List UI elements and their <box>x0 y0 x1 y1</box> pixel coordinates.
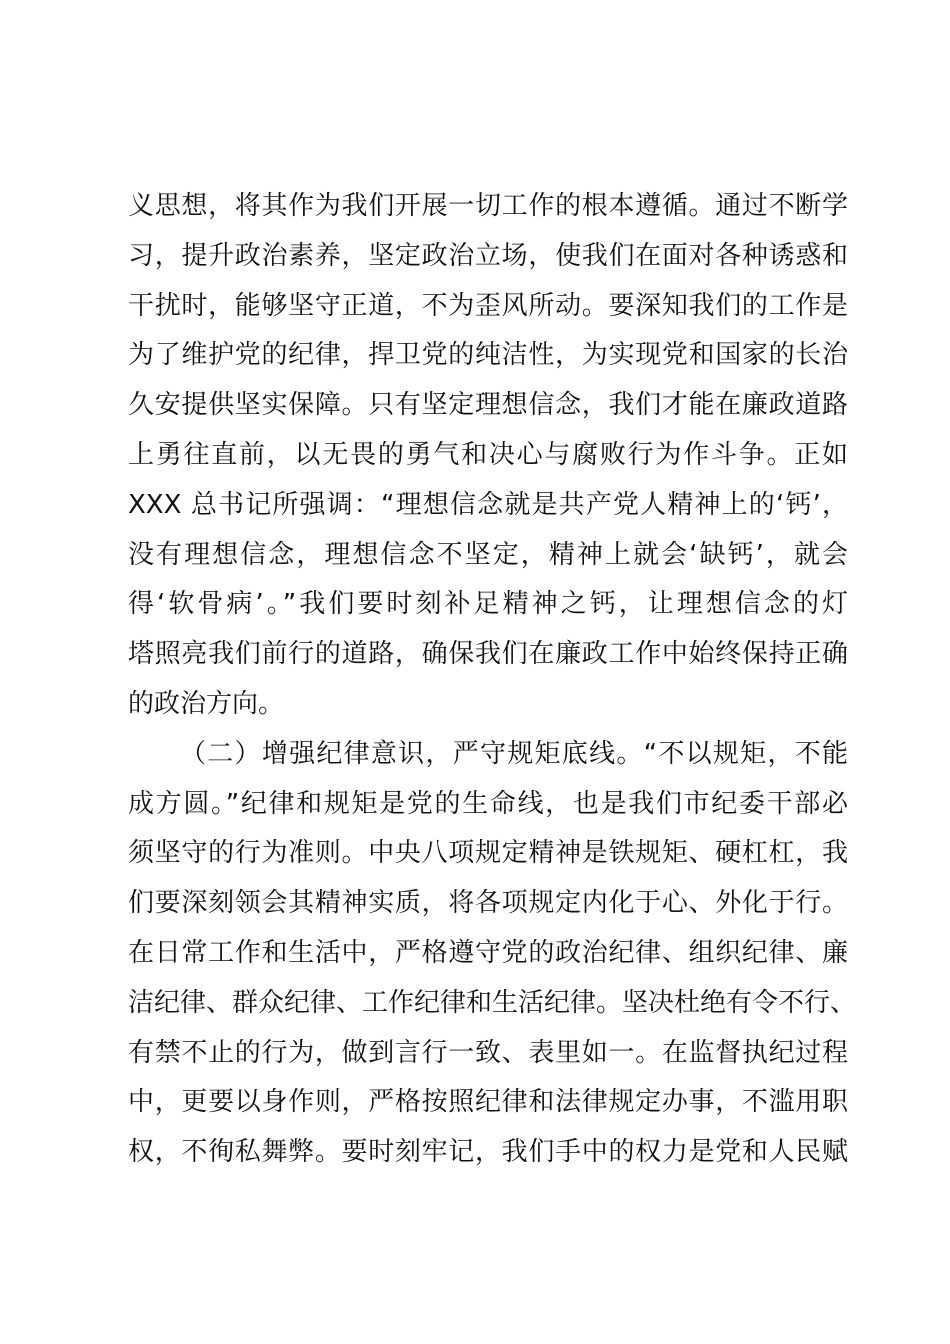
text-line-paragraph-end: 的政治方向。 <box>128 688 285 719</box>
text-line: 在日常工作和生活中，严格遵守党的政治纪律、组织纪律、廉 <box>128 937 848 968</box>
text-line: 们要深刻领会其精神实质，将各项规定内化于心、外化于行。 <box>128 888 848 919</box>
text-line: 有禁不止的行为，做到言行一致、表里如一。在监督执纪过程 <box>128 1037 848 1068</box>
text-line: 习，提升政治素养，坚定政治立场，使我们在面对各种诱惑和 <box>128 240 848 271</box>
text-line: 洁纪律、群众纪律、工作纪律和生活纪律。坚决杜绝有令不行、 <box>128 987 857 1018</box>
text-line: 成方圆。”纪律和规矩是党的生命线，也是我们市纪委干部必 <box>128 788 848 819</box>
section-heading-line: （二）增强纪律意识，严守规矩底线。“不以规矩，不能 <box>180 738 848 769</box>
text-line: 须坚守的行为准则。中央八项规定精神是铁规矩、硬杠杠，我 <box>128 838 848 869</box>
text-line: 塔照亮我们前行的道路，确保我们在廉政工作中始终保持正确 <box>128 639 848 670</box>
text-line: 久安提供坚实保障。只有坚定理想信念，我们才能在廉政道路 <box>128 390 848 421</box>
text-line: 中，更要以身作则，严格按照纪律和法律规定办事，不滥用职 <box>128 1087 848 1118</box>
text-line: XXX 总书记所强调：“理想信念就是共产党人精神上的‘钙’， <box>128 489 848 520</box>
text-line: 义思想，将其作为我们开展一切工作的根本遵循。通过不断学 <box>128 191 848 221</box>
text-line: 得‘软骨病’。”我们要时刻补足精神之钙，让理想信念的灯 <box>128 589 848 620</box>
document-body <box>128 182 857 1178</box>
text-line: 干扰时，能够坚守正道，不为歪风所动。要深知我们的工作是 <box>128 290 848 321</box>
text-line: 上勇往直前，以无畏的勇气和决心与腐败行为作斗争。正如 <box>128 439 848 470</box>
text-line: 权，不徇私舞弊。要时刻牢记，我们手中的权力是党和人民赋 <box>128 1137 848 1168</box>
text-line: 没有理想信念，理想信念不坚定，精神上就会‘缺钙’，就会 <box>128 539 848 570</box>
text-line: 为了维护党的纪律，捍卫党的纯洁性，为实现党和国家的长治 <box>128 340 848 371</box>
